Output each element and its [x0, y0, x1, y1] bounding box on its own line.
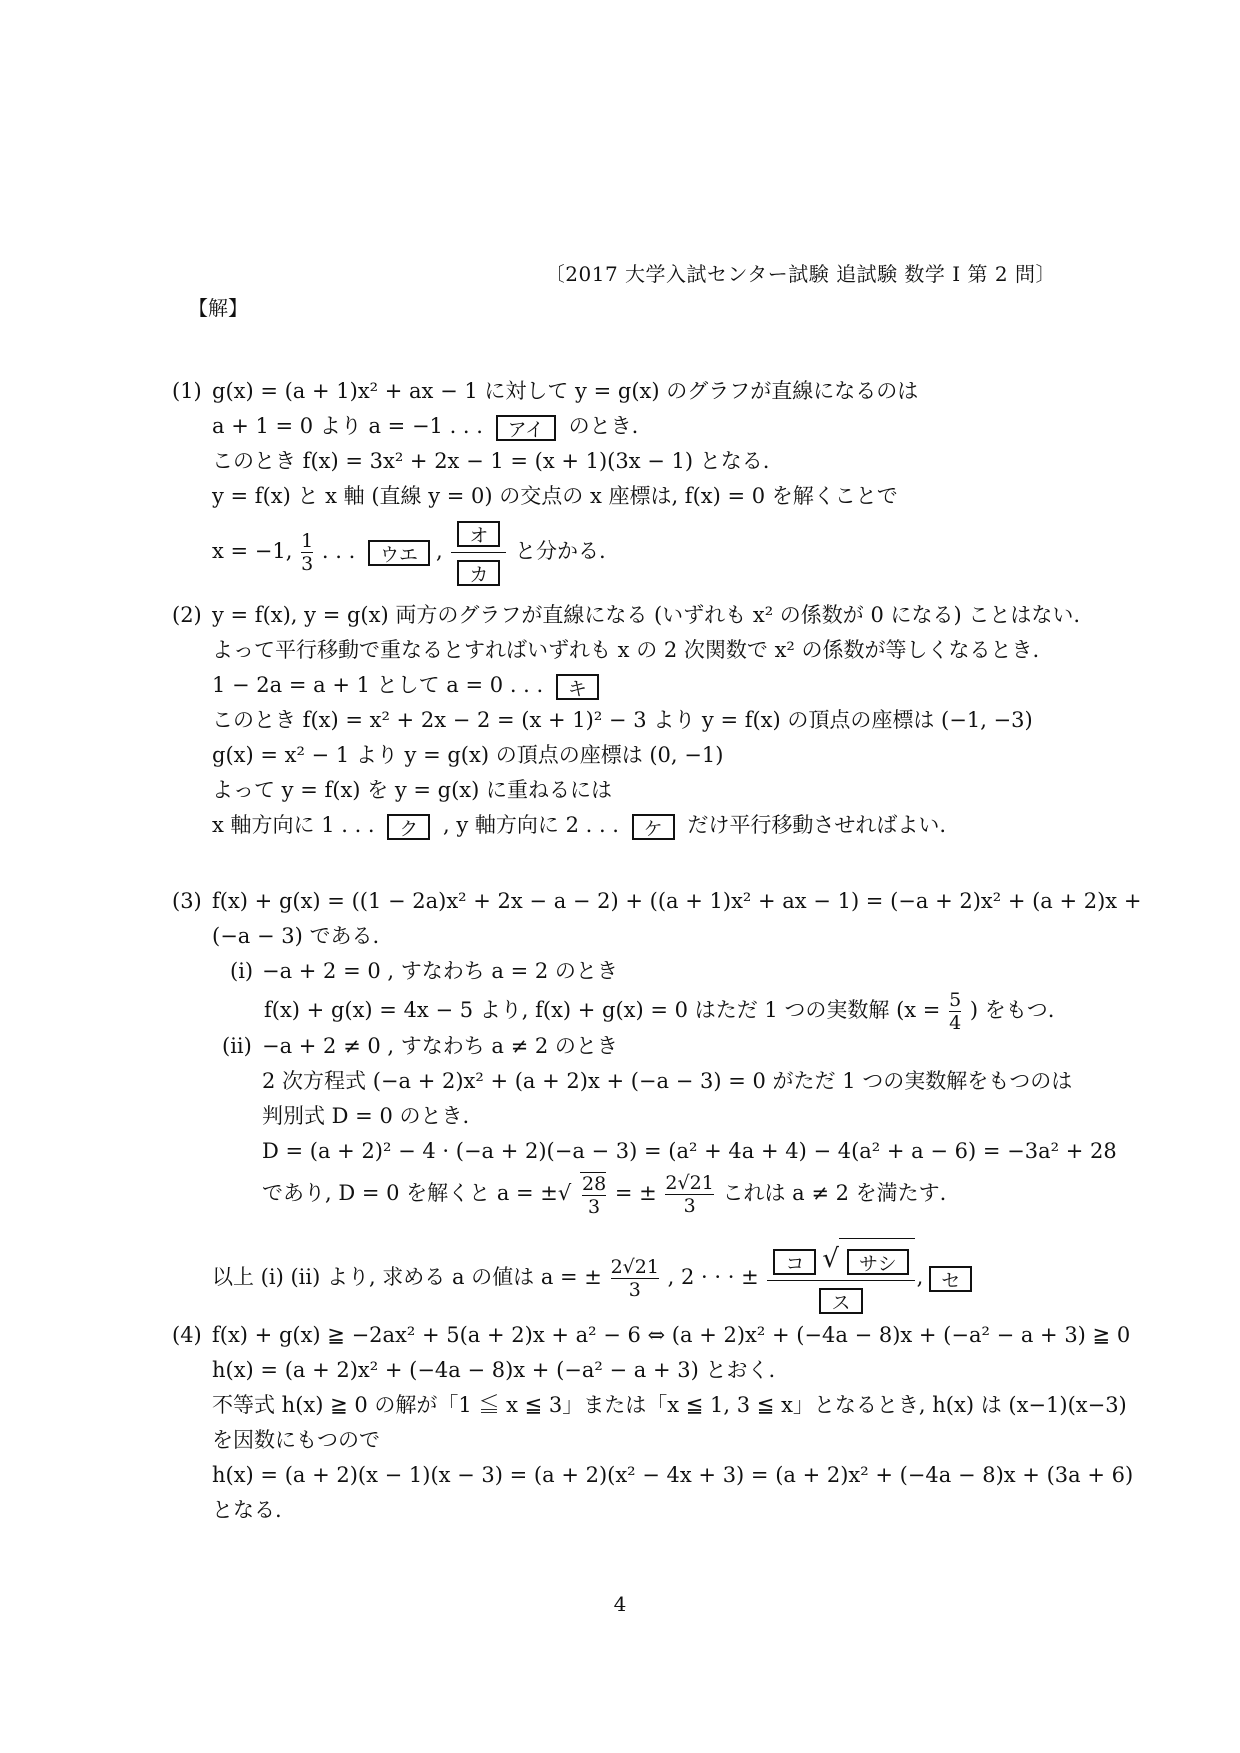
s2-line-6: よって y = f(x) を y = g(x) に重ねるには: [212, 778, 612, 802]
case-i-line-2: [262, 989, 1055, 1034]
s2-line-2: よって平行移動で重なるとすればいずれも x の 2 次関数で x² の係数が等しくなるとき.: [212, 638, 1040, 662]
section-2-body: [212, 598, 1080, 843]
s3-conclusion-line: 以上 (i) (ii) より, 求める a の値は a = ± $\frac{2√21}{3}$ , 2 · · · ± $\frac{\text{コ √ サシ}}{\text{ス}}$ , セ: [212, 1236, 978, 1318]
s4-line-4: を因数にもつので: [212, 1428, 380, 1452]
s1-line-4: y = f(x) と x 軸 (直線 y = 0) の交点の x 座標は, f(x) = 0 を解くことで: [212, 484, 898, 508]
s1-line-2: [212, 409, 918, 444]
s2-l7-c: , y 軸方向に 2 . . .: [443, 813, 619, 837]
s1-l5-text: x = −1,: [212, 539, 293, 563]
s1-l2-tail: のとき.: [568, 414, 639, 438]
fraction-2sqrt21-over-3: [611, 1256, 659, 1301]
s1-line-3: このとき f(x) = 3x² + 2x − 1 = (x + 1)(3x − 1) となる.: [212, 449, 770, 473]
fraction-one-third: [301, 530, 313, 575]
case-ii-body: [262, 1029, 1117, 1217]
s2-l7-a: x 軸方向に 1 . . .: [212, 813, 375, 837]
answer-box-ka: カ: [457, 560, 500, 586]
s2-l7-e: だけ平行移動させればよい.: [687, 813, 947, 837]
s4-line-3: 不等式 h(x) ≧ 0 の解が「1 ≦ x ≦ 3」または「x ≦ 1, 3 ≦ x」となるとき, h(x) は (x−1)(x−3): [212, 1393, 1127, 1417]
fraction-numerator: 2√21: [610, 1256, 659, 1278]
solution-label: 【解】: [188, 296, 248, 320]
case-ii-number: (ii): [222, 1034, 252, 1058]
s2-line-1: y = f(x), y = g(x) 両方のグラフが直線になる (いずれも x² の係数が 0 になる) ことはない.: [212, 603, 1081, 627]
case-ii-line-1: −a + 2 ≠ 0 , すなわち a ≠ 2 のとき: [262, 1034, 618, 1058]
fraction-denominator: 3: [582, 1195, 606, 1218]
section-4-body: [212, 1318, 1133, 1528]
fraction-denominator: 3: [665, 1194, 713, 1217]
case-i-l2-b: ) をもつ.: [969, 998, 1055, 1022]
case-ii-l5-c: これは a ≠ 2 を満たす.: [722, 1181, 947, 1205]
case-ii-line-4: D = (a + 2)² − 4 · (−a + 2)(−a − 3) = (a² + 4a + 4) − 4(a² + a − 6) = −3a² + 28: [262, 1139, 1117, 1163]
section-1-body: [212, 374, 919, 586]
s3-conclusion-b: , 2 · · · ±: [667, 1265, 759, 1289]
case-i-line-1: −a + 2 = 0 , すなわち a = 2 のとき: [262, 959, 618, 983]
s4-line-6: となる.: [212, 1498, 282, 1522]
s3-conclusion-a: 以上 (i) (ii) より, 求める a の値は a = ±: [212, 1265, 602, 1289]
answer-box-ue: ウエ: [368, 540, 430, 566]
fraction-denominator: 3: [611, 1278, 659, 1301]
answer-box-ku: ク: [387, 814, 430, 840]
s1-line-1: g(x) = (a + 1)x² + ax − 1 に対して y = g(x) のグラフが直線になるのは: [212, 379, 919, 403]
s2-line-3: [212, 668, 1080, 703]
fraction-numerator: 1: [301, 530, 314, 552]
answer-box-sashi: サシ: [847, 1249, 909, 1275]
case-ii-l5-a: であり, D = 0 を解くと a = ±√: [262, 1181, 572, 1205]
section-2-number: (2): [172, 603, 202, 627]
fraction-numerator: [767, 1238, 914, 1280]
case-ii-l5-b: = ±: [614, 1181, 657, 1205]
answer-box-ke: ケ: [632, 814, 675, 840]
answer-fraction-o-ka: [451, 514, 506, 591]
case-i-number: (i): [230, 959, 254, 983]
section-3-conclusion: [212, 1236, 978, 1318]
s3-line-1: f(x) + g(x) = ((1 − 2a)x² + 2x − a − 2) + ((a + 1)x² + ax − 1) = (−a + 2)x² + (a + 2)x +: [212, 889, 1142, 913]
sqrt-icon: √: [822, 1244, 839, 1274]
s1-l5-tail: と分かる.: [515, 539, 606, 563]
case-i-l2-a: f(x) + g(x) = 4x − 5 より, f(x) + g(x) = 0 はただ 1 つの実数解 (x =: [264, 998, 941, 1022]
answer-box-se: セ: [929, 1266, 972, 1292]
document-header: 〔2017 大学入試センター試験 追試験 数学 I 第 2 問〕: [544, 262, 1056, 286]
answer-box-ki: キ: [556, 674, 599, 700]
answer-box-ai: アイ: [496, 415, 556, 441]
section-3-body: [212, 884, 1141, 954]
section-1-number: (1): [172, 379, 202, 403]
answer-box-o: オ: [457, 521, 500, 547]
fraction-numerator: 28: [581, 1172, 607, 1195]
s2-line-7: [212, 808, 1080, 843]
fraction-denominator: 4: [949, 1012, 962, 1034]
page-number: 4: [613, 1592, 627, 1616]
s1-l5-dots: . . .: [321, 539, 356, 563]
case-ii-line-2: 2 次方程式 (−a + 2)x² + (a + 2)x + (−a − 3) = 0 がただ 1 つの実数解をもつのは: [262, 1069, 1073, 1093]
s2-line-4: このとき f(x) = x² + 2x − 2 = (x + 1)² − 3 より y = f(x) の頂点の座標は (−1, −3): [212, 708, 1033, 732]
case-i-body: [262, 954, 1055, 1034]
fraction-denominator: 3: [301, 553, 314, 575]
s2-line-5: g(x) = x² − 1 より y = g(x) の頂点の座標は (0, −1): [212, 743, 724, 767]
fraction-denominator: [451, 552, 506, 591]
s2-l3-text: 1 − 2a = a + 1 として a = 0 . . .: [212, 673, 544, 697]
case-ii-line-5: [262, 1169, 1117, 1217]
s4-line-2: h(x) = (a + 2)x² + (−4a − 8)x + (−a² − a + 3) とおく.: [212, 1358, 776, 1382]
answer-fraction-ko-sashi-su: [767, 1238, 914, 1319]
section-4-number: (4): [172, 1323, 202, 1347]
fraction-numerator: [451, 514, 506, 552]
s1-l2-text: a + 1 = 0 より a = −1 . . .: [212, 414, 483, 438]
section-3-number: (3): [172, 889, 202, 913]
fraction-2sqrt21-over-3: [665, 1172, 713, 1217]
sqrt-bar: [839, 1238, 915, 1280]
fraction-numerator: 5: [949, 989, 962, 1011]
case-ii-line-3: 判別式 D = 0 のとき.: [262, 1104, 470, 1128]
fraction-numerator: 2√21: [665, 1172, 714, 1194]
fraction-28-over-3: [580, 1172, 606, 1218]
answer-box-su: ス: [819, 1288, 862, 1314]
answer-box-ko: コ: [773, 1249, 816, 1275]
s1-line-5: x = −1, $\frac{1}{3}$ . . . ウエ , $\frac{\text{オ}}{\text{カ}}$ と分かる.: [212, 514, 918, 580]
s4-line-5: h(x) = (a + 2)(x − 1)(x − 3) = (a + 2)(x² − 4x + 3) = (a + 2)x² + (−4a − 8)x + (3a + 6): [212, 1463, 1134, 1487]
s3-line-2: (−a − 3) である.: [212, 924, 380, 948]
s4-line-1: f(x) + g(x) ≧ −2ax² + 5(a + 2)x + a² − 6 ⇔ (a + 2)x² + (−4a − 8)x + (−a² − a + 3) ≧ 0: [212, 1323, 1131, 1347]
fraction-denominator: [767, 1280, 914, 1319]
fraction-five-fourths: [949, 989, 961, 1034]
